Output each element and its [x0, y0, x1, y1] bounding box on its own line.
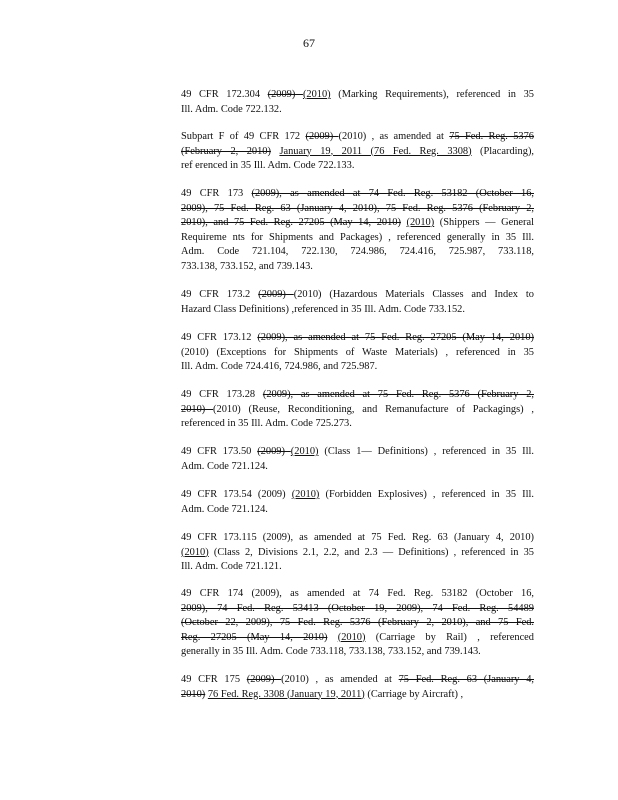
- text-run: Ill. Adm. Code 721.121.: [181, 561, 282, 572]
- underlined-text: (2010): [406, 217, 435, 228]
- text-line: [181, 216, 534, 231]
- text-line: [181, 288, 534, 303]
- text-run: 49 CFR 173.28: [181, 389, 263, 400]
- text-run: [327, 632, 337, 643]
- text-line: [181, 645, 534, 660]
- text-run: Requireme nts for Shipments and Packages) , referenced generally in 35 Ill.: [181, 231, 534, 243]
- struck-text: Reg. 27205 (May 14, 2010): [181, 631, 328, 643]
- underlined-text: (2010): [181, 546, 209, 558]
- text-run: Ill. Adm. Code 722.132.: [181, 103, 282, 115]
- text-run: 49 CFR 173.12: [181, 332, 258, 343]
- text-line: [181, 360, 534, 375]
- text-line: [181, 231, 534, 246]
- struck-text: 2010), and 75 Fed. Reg. 27205 (May 14, 2010): [181, 217, 401, 228]
- underlined-text: (2010): [302, 89, 331, 100]
- text-line: [181, 587, 534, 602]
- text-line: [181, 331, 534, 346]
- text-line: [181, 531, 534, 546]
- text-run: Ill. Adm. Code 724.416, 724.986, and 725.987.: [181, 361, 378, 372]
- struck-text: (February 2, 2010): [181, 145, 271, 157]
- paragraph-174: [181, 587, 534, 660]
- struck-text: (2009): [257, 446, 291, 457]
- struck-text: (2009), as amended at 74 Fed. Reg. 53182 (October 16,: [251, 188, 534, 199]
- text-line: [181, 560, 534, 575]
- paragraph-173-12: [181, 331, 534, 375]
- text-line: [181, 688, 534, 703]
- text-line: [181, 130, 534, 145]
- text-run: (2010) , as amended at: [281, 674, 399, 685]
- struck-text: 2009), 75 Fed. Reg. 63 (January 4, 2010), 75 Fed. Reg. 5376 (February 2,: [181, 202, 534, 214]
- underlined-text: 76 Fed. Reg. 3308 (January 19, 2011): [207, 688, 365, 700]
- text-line: [181, 187, 534, 202]
- text-run: Adm. Code 721.124.: [181, 503, 268, 515]
- text-line: [181, 631, 534, 646]
- text-run: (Class 1— Definitions) , referenced in 35 Ill.: [318, 446, 534, 457]
- struck-text: 2010): [181, 403, 214, 415]
- text-run: generally in 35 Ill. Adm. Code 733.118, 733.138, 733.152, and 739.143.: [181, 646, 481, 657]
- struck-text: (2009): [267, 89, 303, 100]
- underlined-text: (2010): [291, 489, 320, 500]
- text-run: (Shippers — General: [434, 217, 534, 228]
- text-run: (Marking Requirements), referenced in 35: [330, 89, 534, 100]
- text-line: [181, 346, 534, 361]
- struck-text: (2009): [246, 674, 282, 685]
- struck-text: (2009): [258, 289, 294, 300]
- text-line: [181, 388, 534, 403]
- text-line: [181, 503, 534, 518]
- struck-text: 75 Fed. Reg. 63 (January 4,: [398, 674, 534, 685]
- text-line: [181, 488, 534, 503]
- text-run: (Carriage by Aircraft) ,: [364, 688, 464, 700]
- text-line: [181, 103, 534, 118]
- paragraph-175: [181, 673, 534, 702]
- text-run: Hazard Class Definitions) ,referenced in 35 Ill. Adm. Code 733.152.: [181, 303, 465, 315]
- text-line: [181, 602, 534, 617]
- text-line: [181, 303, 534, 318]
- struck-text: (2009): [305, 131, 339, 142]
- text-line: [181, 673, 534, 688]
- paragraph-173-54: [181, 488, 534, 517]
- page-number: 67: [303, 36, 315, 50]
- text-line: [181, 88, 534, 103]
- paragraph-173: [181, 187, 534, 274]
- underlined-text: January 19, 2011 (76 Fed. Reg. 3308): [279, 145, 472, 157]
- text-run: 49 CFR 174 (2009), as amended at 74 Fed. Reg. 53182 (October 16,: [181, 588, 534, 599]
- text-run: 49 CFR 173.2: [181, 289, 259, 300]
- text-run: 733.138, 733.152, and 739.143.: [181, 260, 313, 272]
- text-line: [181, 445, 534, 460]
- text-run: (Forbidden Explosives) , referenced in 35 Ill.: [319, 489, 535, 500]
- text-run: ref erenced in 35 Ill. Adm. Code 722.133.: [181, 160, 355, 171]
- struck-text: (October 22, 2009), 75 Fed. Reg. 5376 (February 2, 2010), and 75 Fed.: [181, 617, 534, 628]
- text-run: 49 CFR 172.304: [181, 89, 268, 100]
- text-run: 49 CFR 173.50: [181, 446, 258, 457]
- text-line: [181, 403, 534, 418]
- text-run: (2010) , as amended at: [338, 131, 450, 142]
- paragraph-173-28: [181, 388, 534, 432]
- underlined-text: (2010): [290, 446, 319, 457]
- text-run: 49 CFR 173: [181, 188, 252, 199]
- underlined-text: (2010): [337, 631, 366, 643]
- text-run: 49 CFR 173.54 (2009): [181, 489, 292, 500]
- paragraph-173-2: [181, 288, 534, 317]
- struck-text: (2009), as amended at 75 Fed. Reg. 27205 (May 14, 2010): [257, 332, 534, 343]
- text-run: Adm. Code 721.124.: [181, 460, 268, 472]
- paragraph-173-50: [181, 445, 534, 474]
- struck-text: (2009), as amended at 75 Fed. Reg. 5376 (February 2,: [262, 389, 534, 400]
- text-line: [181, 417, 534, 432]
- text-line: [181, 202, 534, 217]
- text-run: (Carriage by Rail) , referenced: [365, 631, 534, 643]
- paragraph-173-115: [181, 531, 534, 575]
- text-run: (2010) (Hazardous Materials Classes and Index to: [293, 289, 534, 300]
- text-line: [181, 159, 534, 174]
- text-run: (Placarding),: [471, 145, 534, 157]
- struck-text: 2009), 74 Fed. Reg. 53413 (October 19, 2009), 74 Fed. Reg. 54489: [181, 602, 534, 614]
- struck-text: 75 Fed. Reg. 5376: [449, 131, 535, 142]
- text-run: 49 CFR 175: [181, 674, 247, 685]
- text-run: (Class 2, Divisions 2.1, 2.2, and 2.3 — Definitions) , referenced in 35: [208, 546, 534, 558]
- text-line: [181, 260, 534, 275]
- text-run: (2010) (Exceptions for Shipments of Waste Materials) , referenced in 35: [181, 346, 534, 358]
- text-line: [181, 460, 534, 475]
- paragraph-subpart-f-172: [181, 130, 534, 174]
- text-line: [181, 245, 534, 260]
- text-line: [181, 616, 534, 631]
- text-run: 49 CFR 173.115 (2009), as amended at 75 Fed. Reg. 63 (January 4, 2010): [181, 532, 534, 543]
- text-line: [181, 546, 534, 561]
- text-line: [181, 145, 534, 160]
- text-run: Adm. Code 721.104, 722.130, 724.986, 724.416, 725.987, 733.118,: [181, 246, 534, 257]
- struck-text: 2010): [181, 688, 206, 700]
- text-run: referenced in 35 Ill. Adm. Code 725.273.: [181, 418, 352, 429]
- paragraph-172-304: [181, 88, 534, 117]
- text-run: Subpart F of 49 CFR 172: [181, 131, 306, 142]
- text-run: (2010) (Reuse, Reconditioning, and Remanufacture of Packagings) ,: [213, 403, 534, 415]
